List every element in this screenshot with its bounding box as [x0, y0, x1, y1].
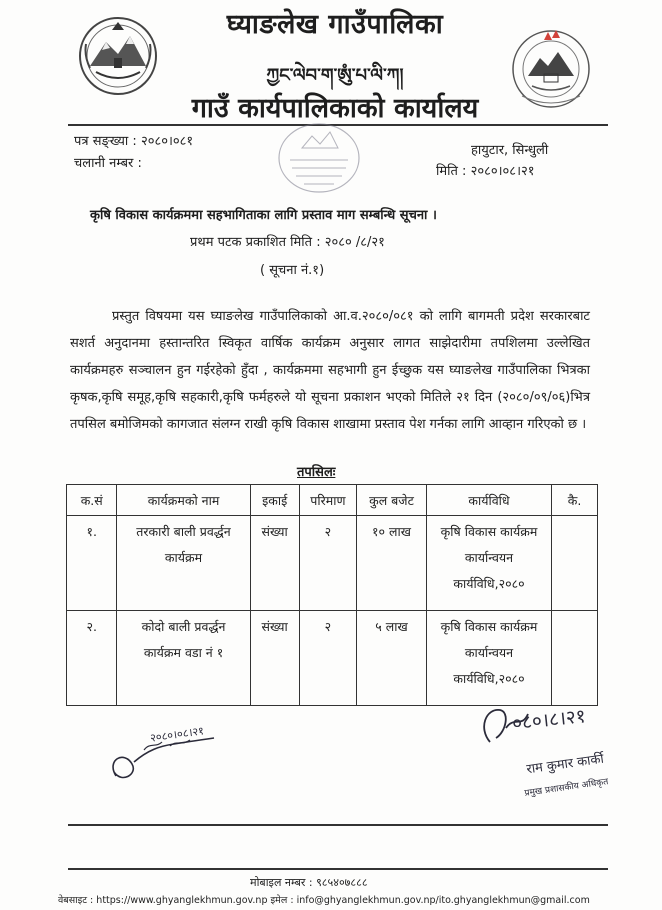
notice-number: ( सूचना नं.१) [260, 263, 325, 278]
notice-body: प्रस्तुत विषयमा यस घ्याङलेख गाउँपालिकाको आ.व.२०८०/०८१ को लागि बागमती प्रदेश सरकारबाट सशर्त अनुदानमा हस्तान्तरित स्विकृत वार्षिक कार्यक्रम अनुसार लागत साझेदारीमा तपशिलमा उल्लेखित कार्यक्रमहरु सञ्चालन हुन गईरहेको हुँदा , कार्यक्रममा सहभागी हुन ईच्छुक यस घ्याङलेख गाउँपालिका भित्रका कृषक,कृषि समूह,कृषि सहकारी,कृषि फर्महरुले यो सूचना प्रकाशन भएको मितिले २१ दिन (२०८०/०९/०६)भित्र तपसिल बमोजिमको कागजात संलग्न राखी कृषि विकास शाखामा प्रस्ताव पेश गर्नका लागि आव्हान गरिएको छ । [70, 309, 590, 432]
dispatch-label: चलानी नम्बर : [74, 156, 142, 171]
website-label: वेबसाइट : [58, 895, 94, 906]
first-published-date: प्रथम पटक प्रकाशित मिति : २०८० /८/२१ [190, 235, 385, 250]
signer-title: प्रमुख प्रशासकीय अधिकृत [523, 777, 609, 799]
municipality-title-tibetan: ཀྱང་ལེབ་ག་ཨུཾ་པ་ལི་ཀ། [266, 65, 404, 86]
website-link[interactable]: https://www.ghyanglekhmun.gov.np [96, 895, 268, 906]
dispatch-number [74, 153, 142, 171]
municipality-logo-icon [508, 26, 594, 112]
table-cell: कृषि विकास कार्यक्रम कार्यान्वयन कार्यविधि,२०८० [426, 611, 551, 706]
notice-subject: कृषि विकास कार्यक्रममा सहभागिताका लागि प्रस्ताव माग सम्बन्धि सूचना । [90, 208, 437, 223]
table-cell: संख्या [250, 516, 299, 611]
date-value: २०८०।०८।२१ [470, 164, 535, 179]
signature-date: ०८०।८।२१ [511, 705, 587, 735]
table-cell [552, 611, 598, 706]
table-cell: २ [299, 611, 356, 706]
annex-heading: तपसिलः [297, 465, 336, 480]
reference-value: २०८०।०८१ [140, 134, 194, 149]
left-signature-date: २०८०।०८।२१ [149, 724, 205, 745]
col-serial: क.सं [67, 485, 117, 516]
office-name: गाउँ कार्यपालिकाको कार्यालय [191, 93, 479, 124]
table-cell: कृषि विकास कार्यक्रम कार्यान्वयन कार्यविधि,२०८० [426, 516, 551, 611]
table-cell: २ [299, 516, 356, 611]
mobile-value: ९८५४०७८८८ [316, 876, 368, 889]
nepal-emblem-icon [76, 14, 160, 98]
contact-line [58, 893, 658, 906]
location: हायुटार, सिन्धुली [471, 143, 549, 158]
col-procedure: कार्यविधि [426, 485, 551, 516]
table-cell: कोदो बाली प्रवर्द्धन कार्यक्रम वडा नं १ [117, 611, 250, 706]
col-unit: इकाई [250, 485, 299, 516]
table-cell: संख्या [250, 611, 299, 706]
reference-number [74, 131, 193, 149]
footer-divider [68, 868, 608, 870]
mobile-label: मोबाइल नम्बर : [250, 876, 313, 889]
table-cell: १. [67, 516, 117, 611]
reference-label: पत्र सङ्ख्या : [74, 134, 137, 149]
table-header-row [67, 485, 598, 516]
email-label: इमेल : [270, 895, 294, 906]
date-label: मिति : [436, 164, 467, 179]
table-cell: २. [67, 611, 117, 706]
letter-date [436, 161, 535, 179]
table-cell: तरकारी बाली प्रवर्द्धन कार्यक्रम [117, 516, 250, 611]
email-link[interactable]: info@ghyanglekhmun.gov.np/ito.ghyanglekhmun@gmail.com [296, 895, 590, 906]
footer-divider-top [68, 824, 608, 826]
table-cell [552, 516, 598, 611]
col-total-budget: कुल बजेट [357, 485, 427, 516]
col-programme-name: कार्यक्रमको नाम [117, 485, 250, 516]
table-cell: ५ लाख [357, 611, 427, 706]
municipality-title: घ्याङलेख गाउँपालिका [226, 9, 444, 40]
programme-table [66, 484, 598, 706]
table-row [67, 611, 598, 706]
table-row [67, 516, 598, 611]
mobile-number [250, 875, 368, 890]
col-quantity: परिमाण [299, 485, 356, 516]
official-stamp-icon [274, 118, 364, 196]
table-cell: १० लाख [357, 516, 427, 611]
col-remarks: कै. [552, 485, 598, 516]
signer-name: राम कुमार कार्की [525, 751, 605, 778]
